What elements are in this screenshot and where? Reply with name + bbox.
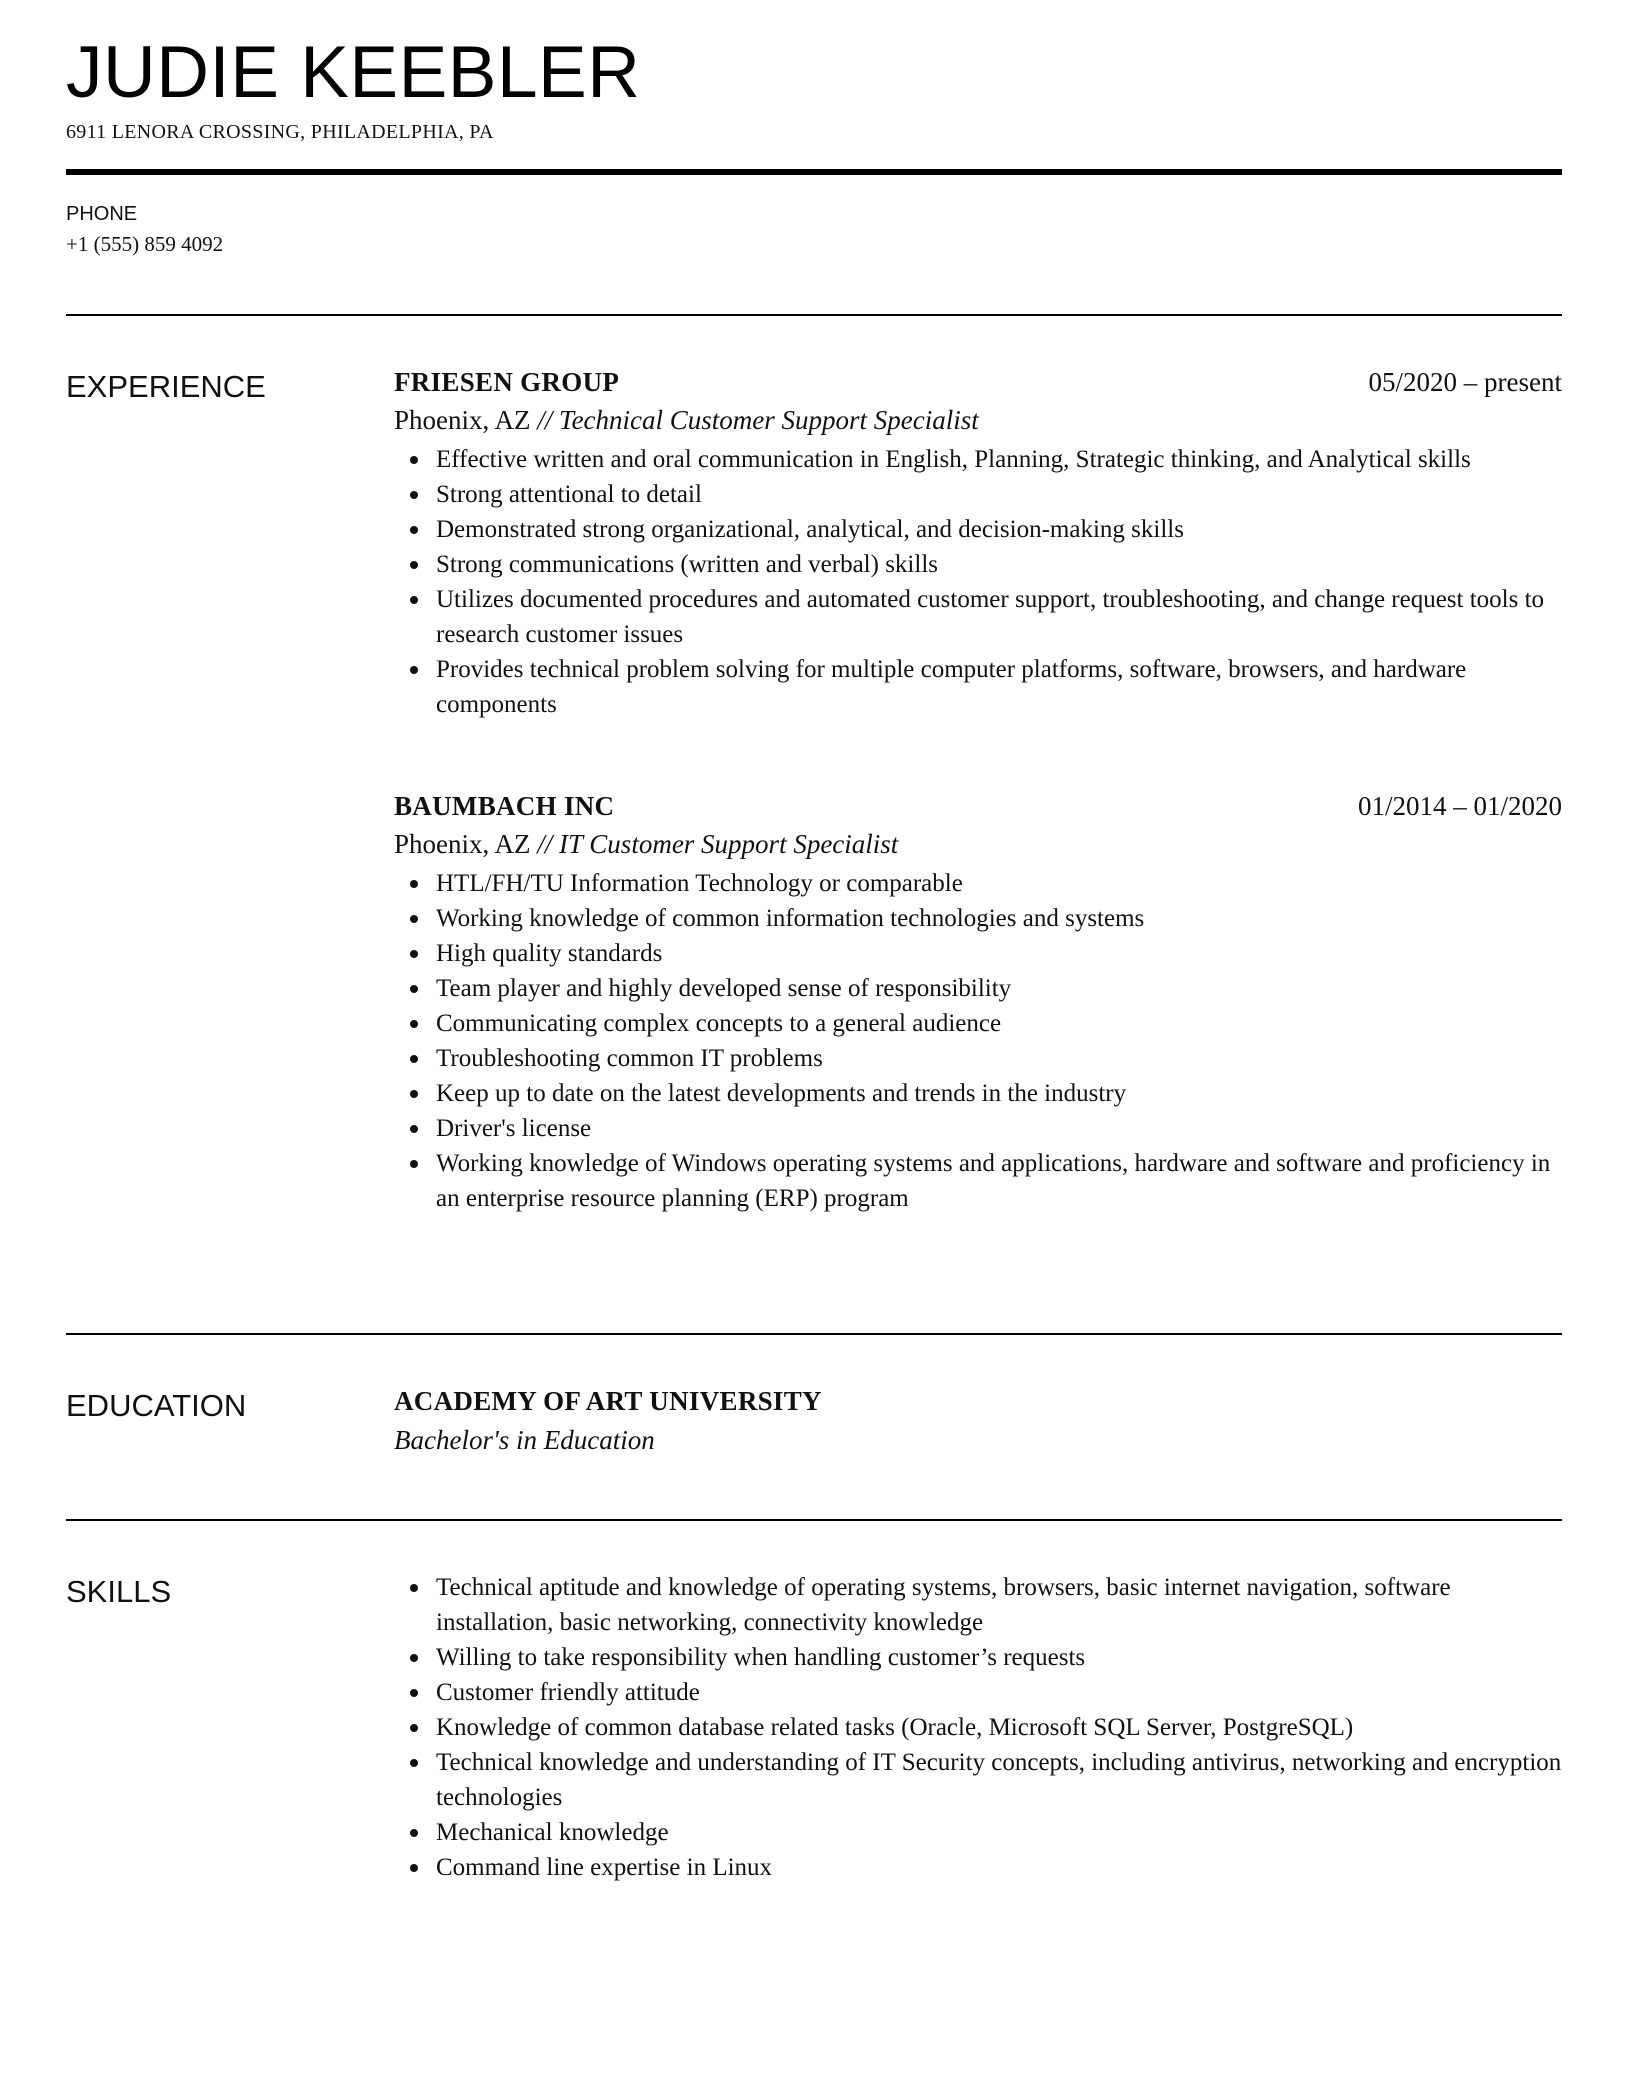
job-separator: // bbox=[530, 405, 560, 435]
list-item: Command line expertise in Linux bbox=[436, 1850, 1562, 1885]
job-location: Phoenix, AZ bbox=[394, 405, 531, 435]
job-entry bbox=[394, 364, 1562, 722]
job-subline bbox=[394, 400, 1562, 440]
phone-label: PHONE bbox=[66, 203, 138, 225]
list-item: Troubleshooting common IT problems bbox=[436, 1041, 1562, 1076]
skills-bullets bbox=[394, 1570, 1562, 1885]
list-item: Communicating complex concepts to a general audience bbox=[436, 1006, 1562, 1041]
list-item: Effective written and oral communication in English, Planning, Strategic thinking, and Analytical skills bbox=[436, 442, 1562, 477]
degree-name: Bachelor's in Education bbox=[394, 1425, 655, 1455]
job-bullets bbox=[394, 442, 1562, 722]
phone-value: +1 (555) 859 4092 bbox=[66, 232, 224, 256]
list-item: Utilizes documented procedures and automated customer support, troubleshooting, and change request tools to research customer issues bbox=[436, 582, 1562, 652]
job-header bbox=[394, 364, 1562, 400]
education-title: EDUCATION bbox=[66, 1388, 247, 1423]
list-item: High quality standards bbox=[436, 936, 1562, 971]
experience-list bbox=[394, 364, 1562, 1282]
section-divider bbox=[66, 1333, 1562, 1335]
school-name: ACADEMY OF ART UNIVERSITY bbox=[394, 1386, 822, 1416]
skills-title: SKILLS bbox=[66, 1574, 172, 1609]
company-name: BAUMBACH INC bbox=[394, 791, 615, 821]
job-role: Technical Customer Support Specialist bbox=[559, 405, 979, 435]
company-name: FRIESEN GROUP bbox=[394, 367, 620, 397]
list-item: Willing to take responsibility when handling customer’s requests bbox=[436, 1640, 1562, 1675]
education-entry bbox=[394, 1382, 1562, 1460]
list-item: Team player and highly developed sense of responsibility bbox=[436, 971, 1562, 1006]
list-item: Keep up to date on the latest developments and trends in the industry bbox=[436, 1076, 1562, 1111]
list-item: Strong attentional to detail bbox=[436, 477, 1562, 512]
list-item: Customer friendly attitude bbox=[436, 1675, 1562, 1710]
job-dates: 05/2020 – present bbox=[1368, 367, 1562, 397]
candidate-address: 6911 LENORA CROSSING, PHILADELPHIA, PA bbox=[66, 121, 494, 143]
list-item: Technical knowledge and understanding of IT Security concepts, including antivirus, networking and encryption technologies bbox=[436, 1745, 1562, 1815]
section-divider bbox=[66, 314, 1562, 316]
header-divider bbox=[66, 169, 1562, 175]
list-item: Provides technical problem solving for multiple computer platforms, software, browsers, and hardware components bbox=[436, 652, 1562, 722]
list-item: Working knowledge of common information technologies and systems bbox=[436, 901, 1562, 936]
list-item: Demonstrated strong organizational, analytical, and decision-making skills bbox=[436, 512, 1562, 547]
job-subline bbox=[394, 824, 1562, 864]
job-location: Phoenix, AZ bbox=[394, 829, 531, 859]
job-dates: 01/2014 – 01/2020 bbox=[1357, 791, 1562, 821]
experience-title: EXPERIENCE bbox=[66, 369, 266, 404]
job-separator: // bbox=[530, 829, 560, 859]
list-item: HTL/FH/TU Information Technology or comparable bbox=[436, 866, 1562, 901]
skills-list bbox=[394, 1570, 1562, 1885]
job-bullets bbox=[394, 866, 1562, 1216]
list-item: Technical aptitude and knowledge of operating systems, browsers, basic internet navigation, software installation, basic networking, connectivity knowledge bbox=[436, 1570, 1562, 1640]
list-item: Knowledge of common database related tasks (Oracle, Microsoft SQL Server, PostgreSQL) bbox=[436, 1710, 1562, 1745]
job-entry bbox=[394, 788, 1562, 1216]
list-item: Driver's license bbox=[436, 1111, 1562, 1146]
section-divider bbox=[66, 1519, 1562, 1521]
job-role: IT Customer Support Specialist bbox=[559, 829, 899, 859]
job-header bbox=[394, 788, 1562, 824]
list-item: Strong communications (written and verbal) skills bbox=[436, 547, 1562, 582]
candidate-name: JUDIE KEEBLER bbox=[66, 32, 641, 113]
list-item: Mechanical knowledge bbox=[436, 1815, 1562, 1850]
list-item: Working knowledge of Windows operating systems and applications, hardware and software and proficiency in an enterprise resource planning (ERP) program bbox=[436, 1146, 1562, 1216]
